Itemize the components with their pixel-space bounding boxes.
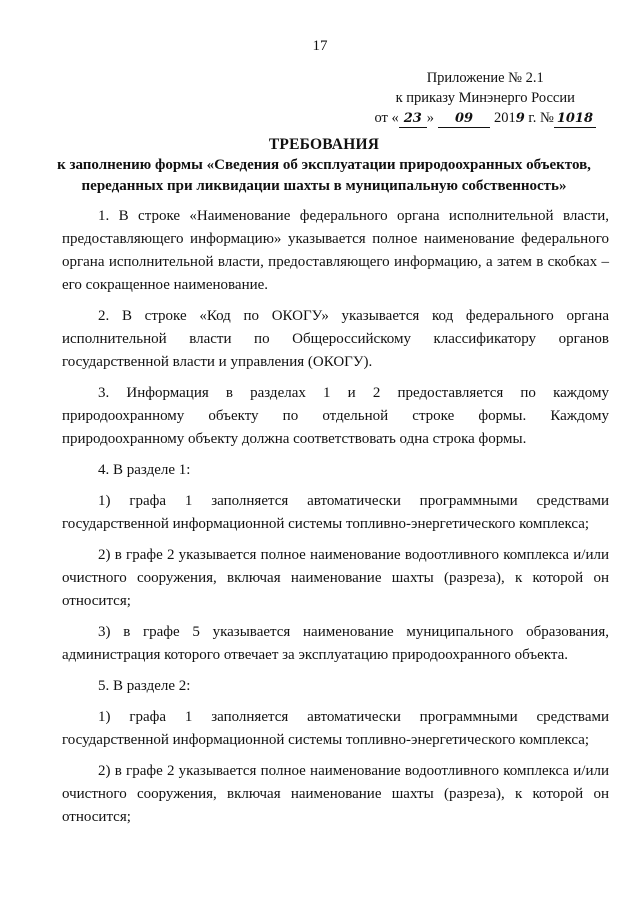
title-line-1: к заполнению формы «Сведения об эксплуатации природоохранных объектов, — [57, 157, 591, 173]
paragraph: 2) в графе 2 указывается полное наименование водоотливного комплекса и/или очистного сооружения, включая наименование шахты (разреза), к которой он относится; — [62, 547, 609, 609]
appendix-title: Приложение № 2.1 — [426, 70, 544, 86]
document-title — [54, 134, 594, 197]
handwritten-order-number: 1018 — [554, 111, 596, 128]
appendix-date-line — [374, 108, 596, 128]
handwritten-month: 09 — [438, 111, 490, 128]
date-year-prefix: 201 — [493, 110, 516, 126]
paragraph: 4. В разделе 1: — [98, 462, 191, 478]
paragraph: 3. Информация в разделах 1 и 2 предоставляется по каждому природоохранному объекту по отдельной строке формы. Каждому природоохранному объекту должна соответствовать одна строка формы. — [62, 385, 609, 447]
title-line-2: переданных при ликвидации шахты в муниципальную собственность» — [81, 178, 567, 194]
paragraph: 1) графа 1 заполняется автоматически программными средствами государственной информационной системы топливно-энергетического комплекса; — [62, 709, 609, 748]
paragraph: 2) в графе 2 указывается полное наименование водоотливного комплекса и/или очистного сооружения, включая наименование шахты (разреза), к которой он относится; — [62, 763, 609, 825]
paragraph: 1) графа 1 заполняется автоматически программными средствами государственной информационной системы топливно-энергетического комплекса; — [62, 493, 609, 532]
title-heading: ТРЕБОВАНИЯ — [268, 136, 380, 153]
appendix-order-reference: к приказу Минэнерго России — [395, 90, 575, 106]
date-prefix: от « — [374, 110, 399, 126]
handwritten-year-digit: 9 — [515, 111, 525, 126]
date-mid: » — [426, 110, 434, 126]
paragraph: 2. В строке «Код по ОКОГУ» указывается код федерального органа исполнительной власти по Общероссийскому классификатору органов государственной власти и управления (ОКОГУ). — [62, 308, 609, 370]
document-body — [62, 205, 609, 837]
page-number: 17 — [312, 38, 328, 54]
appendix-block — [374, 68, 596, 128]
paragraph: 3) в графе 5 указывается наименование муниципального образования, администрация которого отвечает за эксплуатацию природоохранного объекта. — [62, 624, 609, 663]
handwritten-day: 23 — [399, 111, 427, 128]
paragraph: 1. В строке «Наименование федерального органа исполнительной власти, предоставляющего информацию» указывается полное наименование федерального органа исполнительной власти, предоставляющего информацию, а затем в скобках – его сокращенное наименование. — [62, 208, 609, 293]
date-year-suffix: г. № — [524, 110, 554, 126]
paragraph: 5. В разделе 2: — [98, 678, 191, 694]
